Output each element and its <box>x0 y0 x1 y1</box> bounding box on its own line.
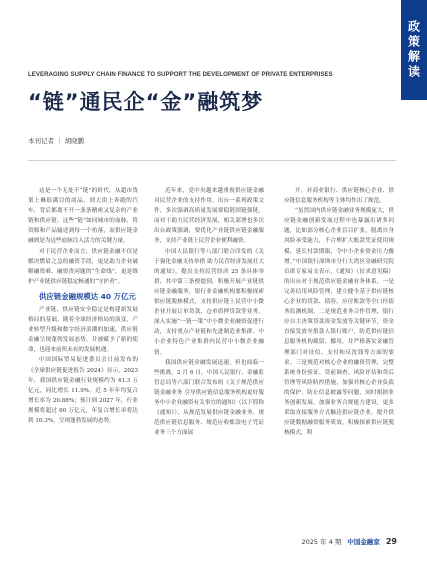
paragraph: 中国人民银行等八部门联合印发的《关于强化金融支持举措 助力民营经济发展壮大的通知》，提出支持民营经济 25 条具体举措，其中第三条便提到，积极开展产业链供应链金融服务。银行业金融机构要积极探索供应链脱核模式，支持供应链上民营中小微企业开展订单贷款、仓单质押贷款等业务。深入实施“一链一策”中小微企业融资促进行动，支持重点产业链和先进制造业集群、中小企业特色产业集群内民营中小微企业融资。 <box>154 248 264 356</box>
section-tab: 政策解读 <box>401 0 427 100</box>
page-number: 29 <box>385 537 397 546</box>
paragraph: 这是一个无处不“链”的时代。从超市货架上琳琅满目的商品，到大街上奔跑的汽车，背后都离不开一条条精密又复杂的产业链和供应链。这些“链”如同城市的血脉，将资源和产品输送到每一个角落，而供应链金融则是为这些血脉注入活力的关键力量。 <box>28 188 138 245</box>
paragraph: 开，对商业银行、供应链核心企业、供应链信息服务机构等主体均作出了规范。 <box>284 188 394 205</box>
paragraph: 产业链、供应链安全稳定是构建新发展格局的基础。随着全球经济格局的演变，产业转型升级和数字经济浪潮的加速，供应链金融呈现蓬勃发展态势，并被赋予了新的使命，也迎来前所未有的发展机遇。 <box>28 306 138 354</box>
article-title: “链”通民企“金”融筑梦 <box>28 90 264 114</box>
paragraph: 我国供应链金融发展迅速，但也面临一些挑战。2 月 6 日，中国人民银行、金融监管总局等六部门联合发布的《关于规范供应链金融业务 引导供应链信息服务机构更好服务中小企业融资有关事宜的通知》（以下简称《通知》），从规范发展供应链金融业务、规范供应链信息服务、规范应收账款电子凭证业务三个方面展 <box>154 359 264 437</box>
issue-date: 2025 年 4 期 <box>301 538 342 546</box>
paragraph: 中国国际贸易促进委员会日前发布的《全球供应链促进报告 2024》显示，2023 年，我国供应链金融行业规模约为 41.3 万亿元，同比增长 11.9%，近 5 年年均复合增长率为 20.88%；预计到 2027 年，行业规模将超过 60 万亿元，年复合增长率将达到 10.3%，呈现蓬勃发展的态势。 <box>28 357 138 424</box>
paragraph: 近年来，党中央越来越重视供应链金融对民营企业的支持作用，出台一系列政策文件，多次强调高质量发展要稳链固链强链，而对于助力民营经济发展，相关部署也多次出台政策强调，要优化产业链供应链金融服务，支持产业链上民营企业便利融资。 <box>154 188 264 245</box>
text-column-2 <box>154 186 264 438</box>
text-column-1 <box>28 186 138 426</box>
magazine-name: 中国金融家 <box>347 538 380 546</box>
paragraph: “虽然国内供应链金融业务规模庞大，供应链金融创新发展过程中也暴露出诸多问题，比如部分核心企业盲目扩张，脱离自身风险承受能力，不合理扩大账款凭证使用规模、延长付款期限、令中小企业资金压力骤增。”中国银行深圳市分行大湾区金融研究院首席专家易文表示，《通知》（征求意见稿）的出台对于规范供应链金融业务体系，一是完善信用风险管理，建立健全基于供应链核心企业的贷款、债券、应付账款等全口径债务监测机制。二是规范业务合作管理，银行应自主决策贷款资金发放等关键环节，资金直接发放至借款人银行账户，防范供应链信息服务机构截留、挪用，并严格落实金融管理部门对征信、支付和反洗钱等方面的要求。三是规范对核心企业的融资管理，完整系统身份验证、贷前调查、风险评估和贷后管理等风险防控措施，加强对核心企业负债的保护，防止信息披露等问题，同时根据业务创新发展，加强业务合规能力建设，更多采取直接服务方式触达供应链企业，提升供应链数据融资服务质效，积极探索供应链脱核模式，利 <box>284 208 394 437</box>
english-title: LEVERAGING SUPPLY CHAIN FINANCE TO SUPPORT THE DEVELOPMENT OF PRIVATE ENTERPRISES <box>28 71 333 78</box>
paragraph: 对于民营企业而言，供应链金融不仅是解决燃眉之急的融资手段，更是助力企业破解融资难、融资贵问题的“生命线”，更是维护产业链供应链稳定畅通的“守护者”。 <box>28 248 138 285</box>
section-heading: 供应链金融规模达 40 万亿元 <box>39 291 136 301</box>
byline: 本刊记者 ｜ 胡晓鹏 <box>28 137 85 145</box>
divider <box>28 160 396 161</box>
page-footer <box>301 537 397 546</box>
text-column-3 <box>284 186 394 438</box>
